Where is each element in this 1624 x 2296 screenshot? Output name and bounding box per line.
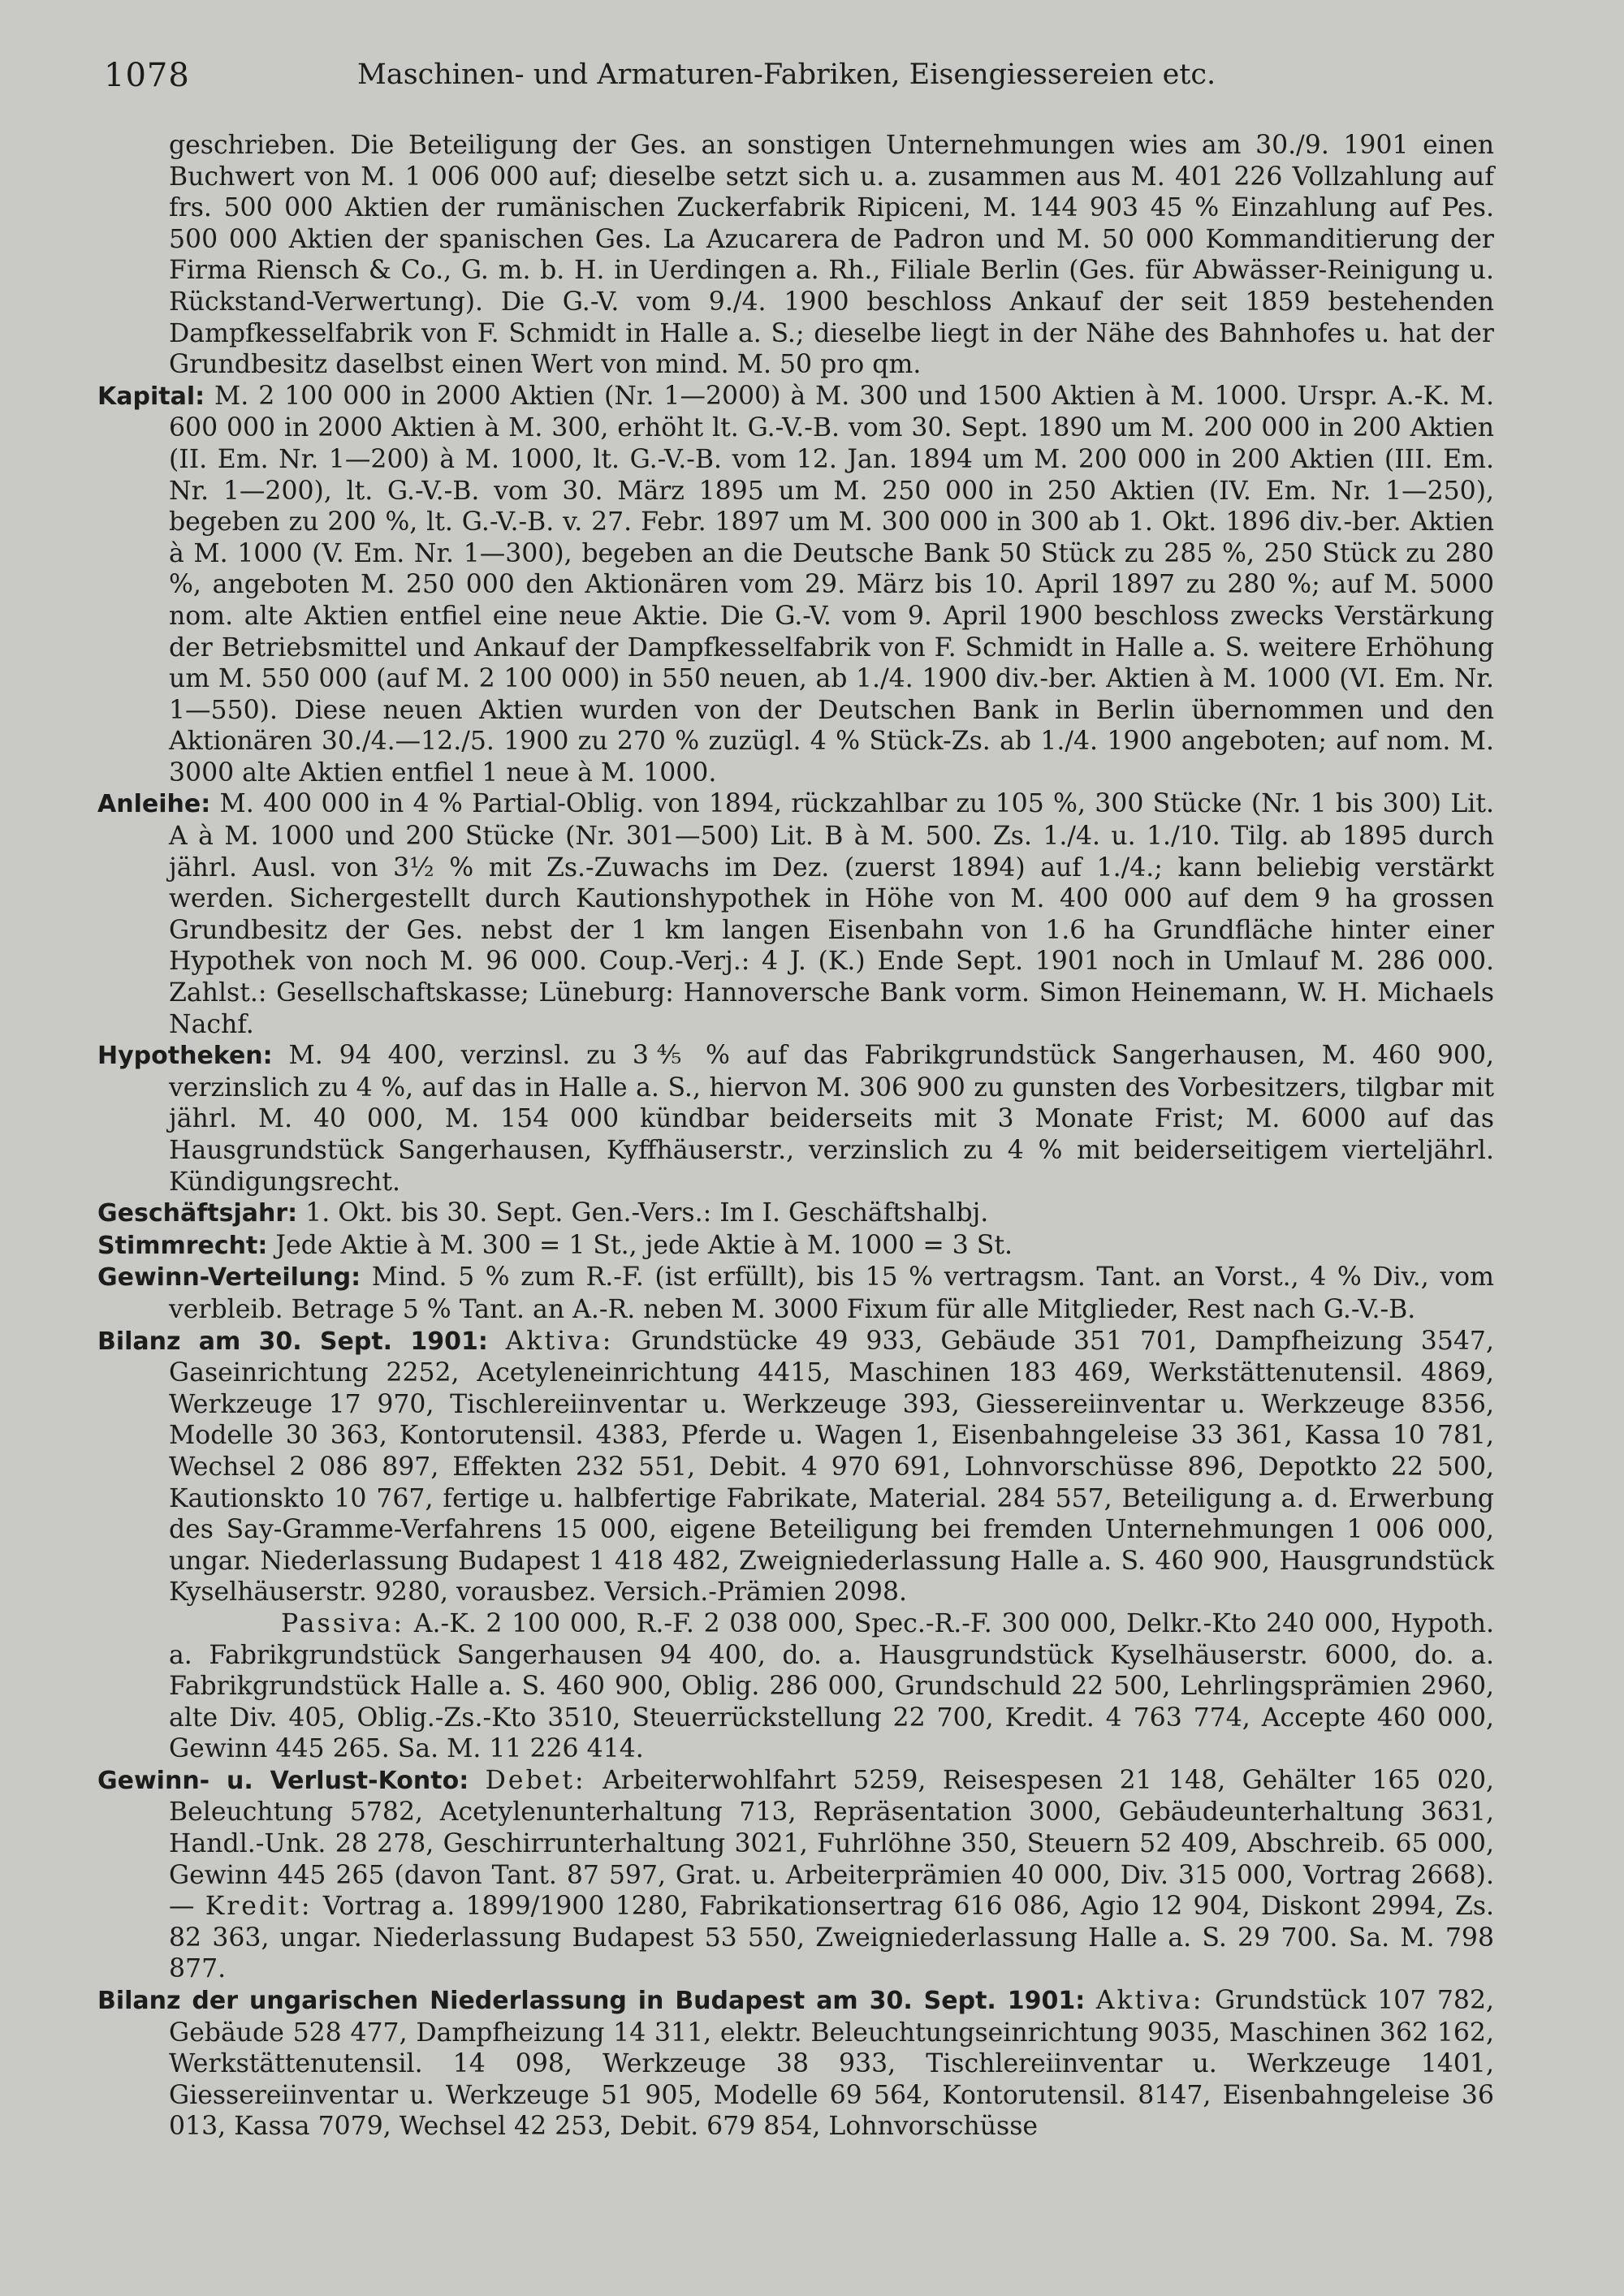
paragraph-continuation: [97, 130, 1494, 381]
section-text-kredit: Vortrag a. 1899/1900 1280, Fabrikationsertrag 616 086, Agio 12 904, Diskont 2994, Zs. 82 363, ungar. Niederlassung Budapest 53 550, Zweigniederlassung Halle a. S. 29 700. Sa. M. 798 877.: [169, 1892, 1495, 1984]
section-text: M. 2 100 000 in 2000 Aktien (Nr. 1—2000) à M. 300 und 1500 Aktien à M. 1000. Urspr. A.-K. M. 600 000 in 2000 Aktien à M. 300, erhöht lt. G.-V.-B. vom 30. Sept. 1890 um M. 200 000 in 200 Aktien (II. Em. Nr. 1—200) à M. 1000, lt. G.-V.-B. vom 12. Jan. 1894 um M. 200 000 in 200 Aktien (III. Em. Nr. 1—200), lt. G.-V.-B. vom 30. März 1895 um M. 250 000 in 250 Aktien (IV. Em. Nr. 1—250), begeben zu 200 %, lt. G.-V.-B. v. 27. Febr. 1897 um M. 300 000 in 300 ab 1. Okt. 1896 div.-ber. Aktien à M. 1000 (V. Em. Nr. 1—300), begeben an die Deutsche Bank 50 Stück zu 285 %, 250 Stück zu 280 %, angeboten M. 250 000 den Aktionären vom 29. März bis 10. April 1897 zu 280 %; auf M. 5000 nom. alte Aktien entfiel eine neue Aktie. Die G.-V. vom 9. April 1900 beschloss zwecks Verstärkung der Betriebsmittel und Ankauf der Dampfkesselfabrik von F. Schmidt in Halle a. S. weitere Erhöhung um M. 550 000 (auf M. 2 100 000) in 550 neuen, ab 1./4. 1900 div.-ber. Aktien à M. 1000 (VI. Em. Nr. 1—550). Diese neuen Aktien wurden von der Deutschen Bank in Berlin übernommen und den Aktionären 30./4.—12./5. 1900 zu 270 % zuzügl. 4 % Stück-Zs. ab 1./4. 1900 angeboten; auf nom. M. 3000 alte Aktien entfiel 1 neue à M. 1000.: [169, 381, 1494, 788]
section-heading: Bilanz am 30. Sept. 1901:: [97, 1327, 488, 1356]
running-title: Maschinen- und Armaturen-Fabriken, Eisengiessereien etc.: [357, 58, 1216, 91]
section-text: Jede Aktie à M. 300 = 1 St., jede Aktie à M. 1000 = 3 St.: [275, 1230, 1013, 1260]
section-label: Passiva:: [281, 1608, 405, 1638]
section-text: Grundstück 107 782, Gebäude 528 477, Dampfheizung 14 311, elektr. Beleuchtungseinrichtung 9035, Maschinen 362 162, Werkstättenutensil. 14 098, Werkzeuge 38 933, Tischlereiinventar u. Werkzeuge 1401, Giessereiinventar u. Werkzeuge 51 905, Modelle 69 564, Kontorutensil. 8147, Eisenbahngeleise 36 013, Kassa 7079, Wechsel 42 253, Debit. 679 854, Lohnvorschüsse: [169, 1986, 1494, 2142]
section-bilanz-budapest: [97, 1985, 1494, 2143]
section-label-kredit: Kredit:: [205, 1892, 313, 1922]
section-heading: Bilanz der ungarischen Niederlassung in Budapest am 30. Sept. 1901:: [97, 1987, 1086, 2016]
section-heading: Stimmrecht:: [97, 1231, 268, 1260]
section-heading: Gewinn-Verteilung:: [97, 1263, 361, 1293]
section-stimmrecht: [97, 1230, 1494, 1262]
section-text: A.-K. 2 100 000, R.-F. 2 038 000, Spec.-R.-F. 300 000, Delkr.-Kto 240 000, Hypoth. a. Fabrikgrundstück Sangerhausen 94 400, do. a. Hausgrundstück Kyselhäuserstr. 6000, do. a. Fabrikgrundstück Halle a. S. 460 900, Oblig. 286 000, Grundschuld 22 500, Lehrlingsprämien 2960, alte Div. 405, Oblig.-Zs.-Kto 3510, Steuerrückstellung 22 700, Kredit. 4 763 774, Accepte 460 000, Gewinn 445 265. Sa. M. 11 226 414.: [169, 1608, 1494, 1764]
section-text: Arbeiterwohlfahrt 5259, Reisespesen 21 148, Gehälter 165 020, Beleuchtung 5782, Acetylenunterhaltung 713, Repräsentation 3000, Gebäudeunterhaltung 3631, Handl.-Unk. 28 278, Geschirrunterhaltung 3021, Fuhrlöhne 350, Steuern 52 409, Abschreib. 65 000, Gewinn 445 265 (davon Tant. 87 597, Grat. u. Arbeiterprämien 40 000, Div. 315 000, Vortrag 2668). —: [169, 1765, 1495, 1922]
section-kapital: [97, 381, 1494, 789]
section-geschaeftsjahr: [97, 1198, 1494, 1230]
page-header: [0, 52, 1624, 101]
section-label: Aktiva:: [505, 1326, 614, 1356]
document-body: [97, 130, 1494, 2143]
section-text: Mind. 5 % zum R.-F. (ist erfüllt), bis 15 % vertragsm. Tant. an Vorst., 4 % Div., vom verbleib. Betrage 5 % Tant. an A.-R. neben M. 3000 Fixum für alle Mitglieder, Rest nach G.-V.-B.: [169, 1262, 1494, 1324]
section-text: Grundstücke 49 933, Gebäude 351 701, Dampfheizung 3547, Gaseinrichtung 2252, Acetyleneinrichtung 4415, Maschinen 183 469, Werkstättenutensil. 4869, Werkzeuge 17 970, Tischlereiinventar u. Werkzeuge 393, Giessereiinventar u. Werkzeuge 8356, Modelle 30 363, Kontorutensil. 4383, Pferde u. Wagen 1, Eisenbahngeleise 33 361, Kassa 10 781, Wechsel 2 086 897, Effekten 232 551, Debit. 4 970 691, Lohnvorschüsse 896, Depotkto 22 500, Kautionskto 10 767, fertige u. halbfertige Fabrikate, Material. 284 557, Beteiligung a. d. Erwerbung des Say-Gramme-Verfahrens 15 000, eigene Beteiligung bei fremden Unternehmungen 1 006 000, ungar. Niederlassung Budapest 1 418 482, Zweigniederlassung Halle a. S. 460 900, Hausgrundstück Kyselhäuserstr. 9280, vorausbez. Versich.-Prämien 2098.: [169, 1326, 1494, 1608]
section-bilanz: [97, 1326, 1494, 1608]
section-label: Aktiva:: [1095, 1986, 1204, 2016]
section-label: Debet:: [485, 1765, 586, 1795]
section-heading: Kapital:: [97, 382, 205, 411]
section-gewinn-verteilung: [97, 1262, 1494, 1325]
section-text: M. 400 000 in 4 % Partial-Oblig. von 1894, rückzahlbar zu 105 %, 300 Stücke (Nr. 1 bis 300) Lit. A à M. 1000 und 200 Stücke (Nr. 301—500) Lit. B à M. 500. Zs. 1./4. u. 1./10. Tilg. ab 1895 durch jährl. Ausl. von 3½ % mit Zs.-Zuwachs im Dez. (zuerst 1894) auf 1./4.; kann beliebig verstärkt werden. Sichergestellt durch Kautionshypothek in Höhe von M. 400 000 auf dem 9 ha grossen Grundbesitz der Ges. nebst der 1 km langen Eisenbahn von 1.6 ha Grundfläche hinter einer Hypothek von noch M. 96 000. Coup.-Verj.: 4 J. (K.) Ende Sept. 1901 noch in Umlauf M. 286 000. Zahlst.: Gesellschaftskasse; Lüneburg: Hannoversche Bank vorm. Simon Heinemann, W. H. Michaels Nachf.: [169, 789, 1494, 1039]
section-hypotheken: [97, 1040, 1494, 1198]
section-heading: Anleihe:: [97, 790, 211, 819]
section-gewinn-verlust-konto: [97, 1765, 1494, 1985]
section-passiva: [97, 1608, 1494, 1765]
section-heading: Gewinn- u. Verlust-Konto:: [97, 1766, 469, 1795]
section-heading: Geschäftsjahr:: [97, 1199, 298, 1228]
paragraph-text: geschrieben. Die Beteiligung der Ges. an sonstigen Unternehmungen wies am 30./9. 1901 einen Buchwert von M. 1 006 000 auf; dieselbe setzt sich u. a. zusammen aus M. 401 226 Vollzahlung auf frs. 500 000 Aktien der rumänischen Zuckerfabrik Ripiceni, M. 144 903 45 % Einzahlung auf Pes. 500 000 Aktien der spanischen Ges. La Azucarera de Padron und M. 50 000 Kommanditierung der Firma Riensch & Co., G. m. b. H. in Uerdingen a. Rh., Filiale Berlin (Ges. für Abwässer-Reinigung u. Rückstand-Verwertung). Die G.-V. vom 9./4. 1900 beschloss Ankauf der seit 1859 bestehenden Dampfkesselfabrik von F. Schmidt in Halle a. S.; dieselbe liegt in der Nähe des Bahnhofes u. hat der Grundbesitz daselbst einen Wert von mind. M. 50 pro qm.: [169, 131, 1494, 380]
page-number: 1078: [104, 57, 190, 94]
section-anleihe: [97, 788, 1494, 1040]
section-text: M. 94 400, verzinsl. zu 3⅘ % auf das Fabrikgrundstück Sangerhausen, M. 460 900, verzinslich zu 4 %, auf das in Halle a. S., hiervon M. 306 900 zu gunsten des Vorbesitzers, tilgbar mit jährl. M. 40 000, M. 154 000 kündbar beiderseits mit 3 Monate Frist; M. 6000 auf das Hausgrundstück Sangerhausen, Kyffhäuserstr., verzinslich zu 4 % mit beiderseitigem vierteljährl. Kündigungsrecht.: [169, 1041, 1494, 1197]
section-heading: Hypotheken:: [97, 1042, 273, 1071]
section-text: 1. Okt. bis 30. Sept. Gen.-Vers.: Im I. Geschäftshalbj.: [305, 1198, 989, 1228]
